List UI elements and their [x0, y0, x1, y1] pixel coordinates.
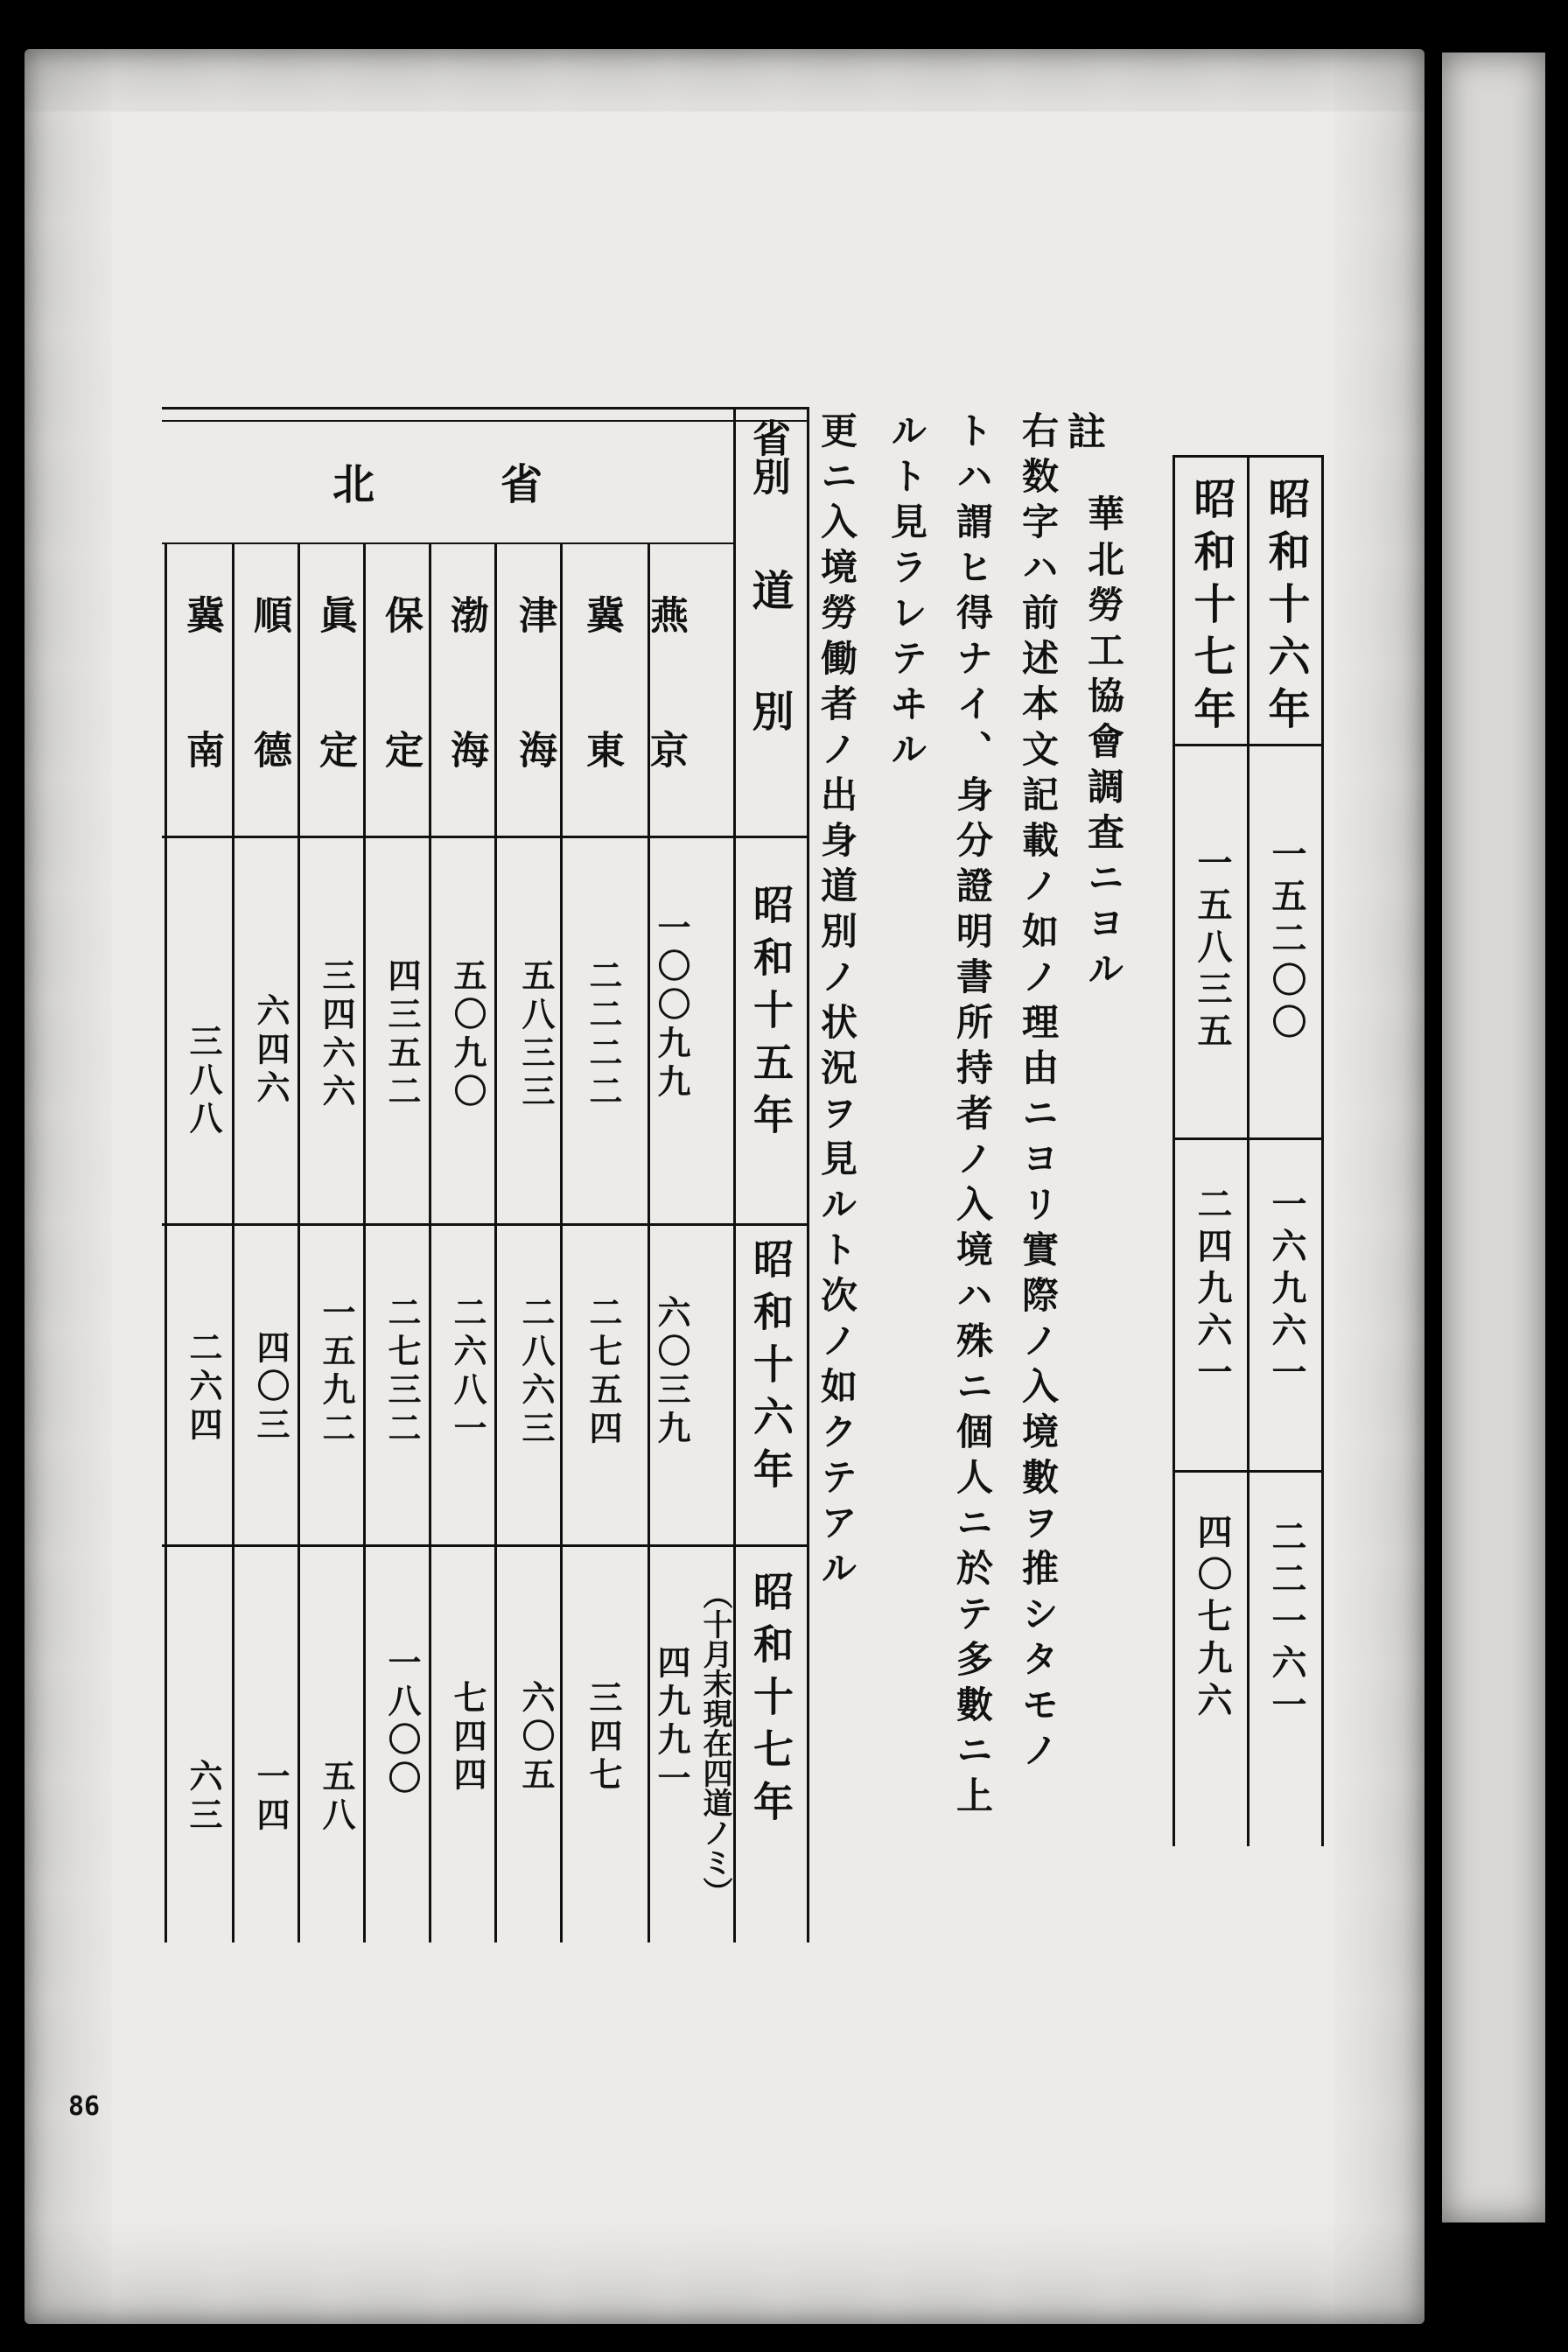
note-line-2: 右数字ハ前述本文記載ノ如ノ理由ニヨリ實際ノ入境數ヲ推シタモノ — [1017, 411, 1060, 1776]
cell-1942: 一四 — [251, 1759, 290, 1836]
notes-heading: 註 — [1060, 411, 1105, 450]
cell-1941: 二六四 — [184, 1330, 223, 1446]
upper-cell: 一五八三五 — [1192, 844, 1233, 1054]
upper-cell: 二二一六一 — [1266, 1518, 1307, 1728]
upper-year-header-1: 昭和十六年 — [1261, 477, 1310, 739]
upper-year-header-2: 昭和十七年 — [1186, 477, 1236, 739]
page-number: 86 — [68, 2091, 101, 2122]
year-header-3: 昭和十七年 — [747, 1571, 794, 1833]
cell-1941: 二八六三 — [516, 1295, 556, 1449]
cell-1942: 六三 — [184, 1759, 223, 1836]
upper-cell: 二四九六一 — [1192, 1186, 1233, 1396]
year-header-1: 昭和十五年 — [747, 884, 794, 1146]
cell-1942: 七四四 — [448, 1680, 487, 1796]
circuit-header: 道別 — [745, 569, 794, 810]
cell-1940: 一〇〇九九 — [652, 910, 691, 1102]
upper-cell: 一五二〇〇 — [1266, 836, 1307, 1046]
cell-1942: 一八〇〇 — [382, 1645, 422, 1799]
cell-1942: 五八 — [317, 1759, 356, 1836]
adjacent-page-edge — [1442, 52, 1545, 2222]
cell-1941: 二六八一 — [448, 1295, 487, 1449]
year-header-2: 昭和十六年 — [747, 1238, 794, 1501]
cell-1941: 六〇三九 — [652, 1295, 691, 1449]
cell-1941: 二七五四 — [584, 1295, 623, 1449]
row-name: 順德 — [247, 595, 291, 864]
cell-1940: 二二二二 — [584, 958, 623, 1112]
upper-cell: 一六九六一 — [1266, 1186, 1307, 1396]
cell-1942: 六〇五 — [516, 1680, 556, 1796]
note-line-1: 華北勞工協會調査ニヨル — [1082, 494, 1125, 995]
cell-1941: 二七三二 — [382, 1295, 422, 1449]
province-header: 省別 — [746, 418, 790, 495]
year-note-3: （十月末現在四道ノミ） — [697, 1579, 732, 1907]
upper-cell: 四〇七九六 — [1192, 1514, 1233, 1724]
cell-1940: 三八八 — [184, 1024, 223, 1139]
row-name: 保定 — [378, 595, 423, 864]
cell-1941: 四〇三 — [251, 1330, 290, 1446]
cell-1940: 五八三三 — [516, 958, 556, 1112]
row-name: 眞定 — [312, 595, 357, 864]
cell-1940: 四三五二 — [382, 958, 422, 1112]
note-line-3: トハ謂ヒ得ナイ、身分證明書所持者ノ入境ハ殊ニ個人ニ於テ多數ニ上 — [951, 411, 994, 1822]
cell-1942: 三四七 — [584, 1680, 623, 1796]
cell-1940: 六四六 — [251, 993, 290, 1109]
note-line-5: 更ニ入境勞働者ノ出身道別ノ状況ヲ見ルト次ノ如クテアル — [816, 411, 858, 1594]
row-name: 冀南 — [179, 595, 224, 864]
row-name: 渤海 — [444, 595, 488, 864]
cell-1940: 三四六六 — [317, 958, 356, 1112]
cell-1941: 一五九二 — [317, 1295, 356, 1449]
province-group-label: 北 省 — [332, 460, 543, 509]
note-line-4: ルト見ラレテヰル — [886, 411, 928, 775]
row-name: 燕京 — [643, 595, 688, 864]
cell-1940: 五〇九〇 — [448, 958, 487, 1112]
row-name: 冀東 — [579, 595, 624, 864]
row-name: 津海 — [512, 595, 556, 864]
cell-1942: 四九九一 — [652, 1645, 691, 1799]
